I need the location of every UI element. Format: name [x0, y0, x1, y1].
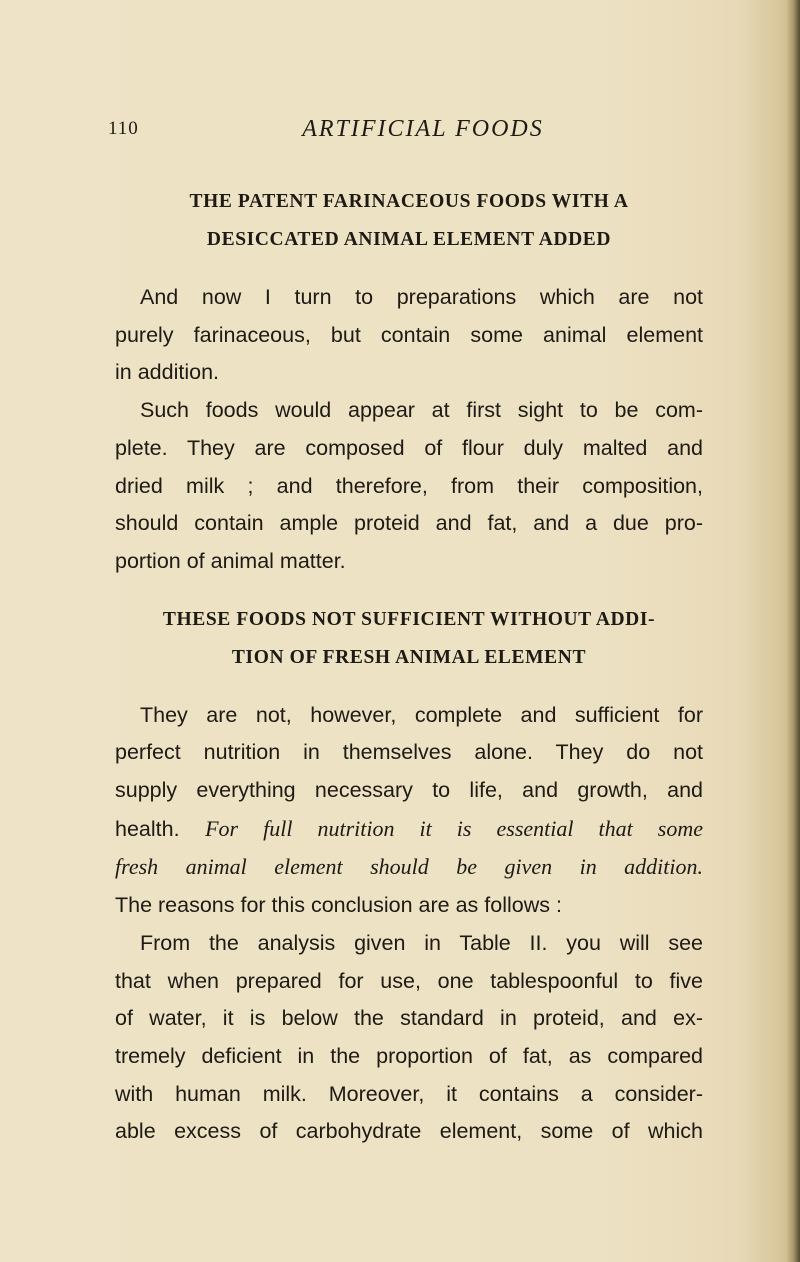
text-line: plete. They are composed of flour duly malted and: [115, 435, 703, 460]
text-line: supply everything necessary to life, and growth, and: [115, 778, 703, 803]
text-line: [115, 810, 703, 849]
text-line: And now I turn to preparations which are not: [140, 285, 703, 309]
italic-emphasis: For full nutrition it is essential that some: [205, 815, 703, 841]
paragraph-3: [115, 697, 703, 925]
text-line: perfect nutrition in themselves alone. They do not: [115, 740, 703, 765]
text-line: able excess of carbohydrate element, some of which: [115, 1119, 703, 1144]
text-line: Such foods would appear at first sight to be com-: [140, 398, 703, 423]
text-line: with human milk. Moreover, it contains a consider-: [115, 1081, 703, 1106]
text-line: of water, it is below the standard in proteid, and ex-: [115, 1006, 703, 1031]
italic-emphasis: fresh animal element should be given in addition.: [115, 854, 703, 880]
text-line: tremely deficient in the proportion of fat, as compared: [115, 1043, 703, 1068]
section-heading-2: [115, 601, 703, 677]
section-heading-line: THESE FOODS NOT SUFFICIENT WITHOUT ADDI-: [162, 608, 656, 630]
paragraph-1: [115, 279, 703, 392]
paragraph-2: [115, 392, 703, 581]
page-header: [108, 118, 718, 148]
text-line: should contain ample proteid and fat, and a due pro-: [115, 511, 703, 536]
text-line: The reasons for this conclusion are as follows :: [115, 893, 562, 918]
text-span: health.: [115, 816, 180, 841]
body-text: [115, 183, 703, 1151]
text-line: purely farinaceous, but contain some animal element: [115, 322, 703, 347]
text-line: portion of animal matter.: [115, 548, 346, 573]
section-heading-line: DESICCATED ANIMAL ELEMENT ADDED: [206, 229, 612, 250]
text-line: From the analysis given in Table II. you will see: [140, 930, 703, 955]
paragraph-4: [115, 925, 703, 1151]
text-line: They are not, however, complete and sufficient for: [140, 702, 703, 727]
text-line: dried milk ; and therefore, from their composition,: [115, 473, 703, 498]
section-heading-line: TION OF FRESH ANIMAL ELEMENT: [231, 646, 587, 668]
running-head: ARTIFICIAL FOODS: [302, 116, 544, 142]
text-line: that when prepared for use, one tablespoonful to five: [115, 968, 703, 993]
section-heading-line: THE PATENT FARINACEOUS FOODS WITH A: [189, 191, 629, 212]
text-line: in addition.: [115, 360, 219, 385]
page-edge-shadow: [786, 0, 800, 1262]
text-line: [115, 848, 703, 887]
page-number: 110: [108, 118, 139, 139]
section-heading-1: [115, 183, 703, 259]
